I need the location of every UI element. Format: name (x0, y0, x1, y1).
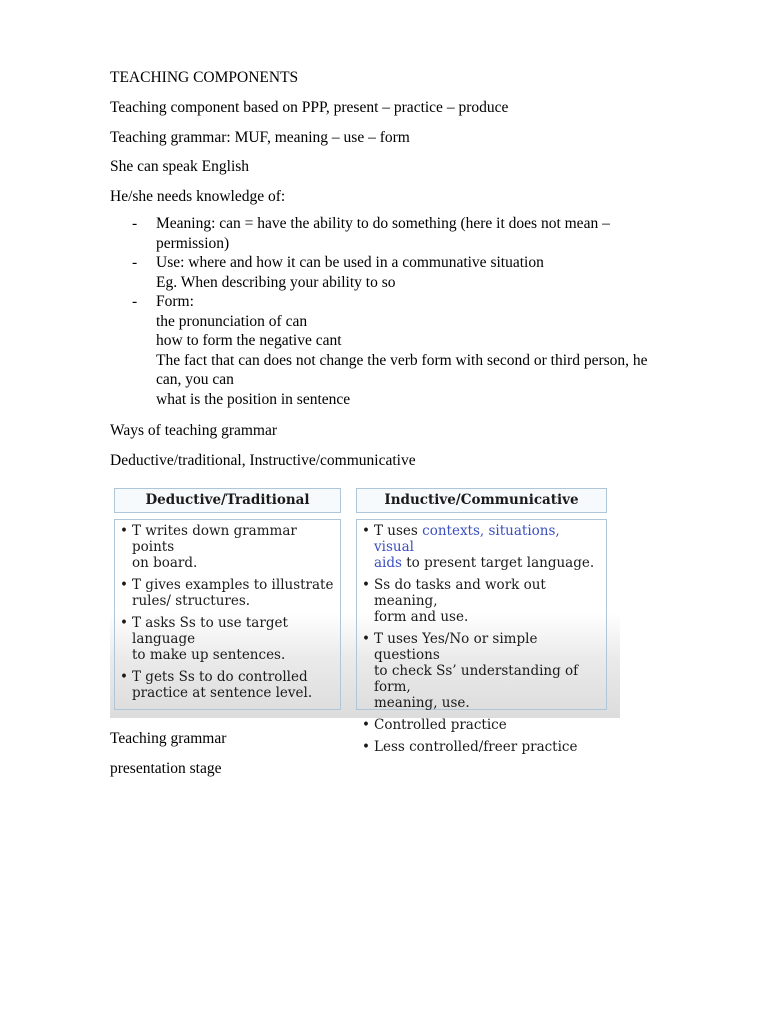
paragraph-presentation-stage: presentation stage (110, 760, 222, 777)
deductive-item (119, 577, 336, 609)
inductive-item-text: to present target language. (401, 555, 595, 571)
deductive-column (114, 488, 341, 710)
inductive-item-line: meaning, use. (374, 695, 470, 711)
deductive-item (119, 669, 336, 701)
inductive-column (356, 488, 607, 755)
form-line-6: what is the position in sentence (156, 390, 351, 408)
use-line-1: Use: where and how it can be used in a communative situation (156, 254, 544, 271)
bullet-icon: • (362, 739, 370, 755)
deductive-item-line: practice at sentence level. (132, 685, 313, 701)
deductive-item-line: T writes down grammar points (132, 523, 297, 555)
inductive-item-line (374, 523, 602, 555)
inductive-item-line: Controlled practice (374, 717, 507, 733)
inductive-item-text: T uses (374, 523, 423, 539)
meaning-line-1: Meaning: can = have the ability to do something (here it does not mean – (156, 215, 610, 232)
deductive-item-line: T gets Ss to do controlled (132, 669, 308, 685)
bullet-icon: • (120, 615, 128, 631)
deductive-item-line: rules/ structures. (132, 593, 251, 609)
list-item-form (132, 292, 702, 409)
form-line-3: how to form the negative cant (156, 332, 342, 349)
inductive-header: Inductive/Communicative (356, 488, 607, 513)
form-line-2: the pronunciation of can (156, 312, 308, 330)
inductive-body (356, 519, 607, 755)
highlighted-text: contexts, situations, visual (374, 523, 560, 555)
paragraph-ways: Ways of teaching grammar (110, 422, 278, 439)
paragraph-approaches: Deductive/traditional, Instructive/communicative (110, 452, 416, 469)
inductive-item-line: Ss do tasks and work out meaning, (374, 577, 546, 609)
inductive-item (361, 631, 602, 711)
inductive-item-line: Less controlled/freer practice (374, 739, 578, 755)
deductive-item-line: to make up sentences. (132, 647, 286, 663)
paragraph-muf: Teaching grammar: MUF, meaning – use – form (110, 129, 410, 146)
paragraph-teaching-grammar: Teaching grammar (110, 730, 227, 747)
list-item-meaning (132, 214, 702, 253)
paragraph-ppp: Teaching component based on PPP, present – practice – produce (110, 99, 509, 116)
form-line-4: The fact that can does not change the verb form with second or third person, he (156, 351, 648, 369)
bullet-icon: • (362, 523, 370, 539)
paragraph-example-sentence: She can speak English (110, 158, 250, 175)
inductive-item (361, 577, 602, 625)
inductive-item (361, 717, 602, 733)
bullet-icon: • (362, 717, 370, 733)
bullet-icon: • (362, 631, 370, 647)
highlighted-text: aids (374, 555, 402, 571)
deductive-item (119, 615, 336, 663)
deductive-item (119, 523, 336, 571)
knowledge-list (132, 214, 702, 409)
deductive-body (114, 519, 341, 710)
inductive-item (361, 523, 602, 571)
bullet-icon: • (362, 577, 370, 593)
dash-marker: - (132, 254, 138, 271)
meaning-line-2: permission) (156, 234, 230, 252)
dash-marker: - (132, 293, 138, 310)
document-heading: TEACHING COMPONENTS (110, 69, 299, 86)
list-item-use (132, 253, 702, 292)
use-line-2: Eg. When describing your ability to so (156, 273, 396, 291)
inductive-item-line: to check Ss’ understanding of form, (374, 663, 579, 695)
deductive-item-line: T gives examples to illustrate (132, 577, 334, 593)
deductive-header: Deductive/Traditional (114, 488, 341, 513)
inductive-item-line (374, 555, 602, 571)
bullet-icon: • (120, 577, 128, 593)
inductive-item-line: form and use. (374, 609, 469, 625)
bullet-icon: • (120, 669, 128, 685)
paragraph-knowledge-intro: He/she needs knowledge of: (110, 188, 286, 205)
deductive-item-line: on board. (132, 555, 198, 571)
inductive-item (361, 739, 602, 755)
inductive-item-line: T uses Yes/No or simple questions (374, 631, 538, 663)
bullet-icon: • (120, 523, 128, 539)
form-line-5: can, you can (156, 371, 234, 388)
deductive-item-line: T asks Ss to use target language (132, 615, 288, 647)
form-line-1: Form: (156, 293, 194, 310)
dash-marker: - (132, 215, 138, 232)
